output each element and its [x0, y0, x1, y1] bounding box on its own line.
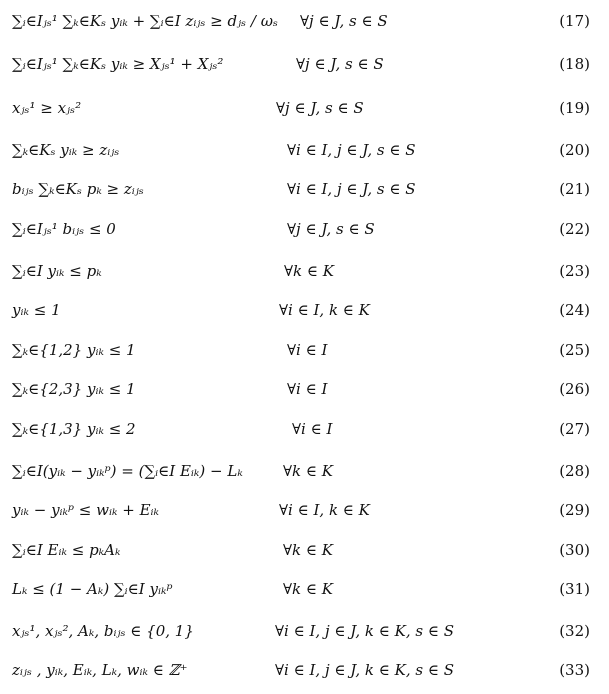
equation-expression: ∑ᵢ∈Iⱼₛ¹ ∑ₖ∈Kₛ yᵢₖ ≥ Xⱼₛ¹ + Xⱼₛ² — [12, 55, 224, 73]
equation-row — [0, 337, 609, 363]
equation-condition: ∀i ∈ I, j ∈ J, s ∈ S — [287, 180, 416, 198]
equation-row — [0, 458, 609, 484]
equation-number: (28) — [559, 462, 590, 480]
equation-number: (22) — [559, 220, 590, 238]
equation-expression: ∑ₖ∈{1,2} yᵢₖ ≤ 1 — [12, 341, 136, 359]
equation-expression: Lₖ ≤ (1 − Aₖ) ∑ᵢ∈I yᵢₖᵖ — [12, 580, 173, 598]
equation-condition: ∀j ∈ J, s ∈ S — [296, 55, 384, 73]
equation-expression: ∑ᵢ∈Iⱼₛ¹ ∑ₖ∈Kₛ yᵢₖ + ∑ᵢ∈I zᵢⱼₛ ≥ dⱼₛ / ωₛ — [12, 12, 278, 30]
equation-number: (23) — [559, 262, 590, 280]
equation-expression: xⱼₛ¹, xⱼₛ², Aₖ, bᵢⱼₛ ∈ {0, 1} — [12, 622, 194, 640]
equation-number: (26) — [559, 380, 590, 398]
equation-row — [0, 95, 609, 121]
equation-row — [0, 8, 609, 34]
equation-number: (33) — [559, 661, 590, 679]
equation-condition: ∀j ∈ J, s ∈ S — [276, 99, 364, 117]
equation-expression: ∑ᵢ∈I Eᵢₖ ≤ pₖAₖ — [12, 541, 121, 559]
equation-expression: zᵢⱼₛ , yᵢₖ, Eᵢₖ, Lₖ, wᵢₖ ∈ ℤ⁺ — [12, 661, 188, 679]
equation-expression: ∑ᵢ∈I yᵢₖ ≤ pₖ — [12, 262, 102, 280]
equation-expression: ∑ₖ∈{1,3} yᵢₖ ≤ 2 — [12, 420, 136, 438]
equation-condition: ∀k ∈ K — [283, 462, 333, 480]
equation-condition: ∀i ∈ I — [287, 341, 328, 359]
equation-condition: ∀i ∈ I, k ∈ K — [279, 501, 370, 519]
equation-row — [0, 537, 609, 563]
equation-condition: ∀k ∈ K — [283, 541, 333, 559]
equation-row — [0, 376, 609, 402]
equation-row — [0, 618, 609, 644]
equation-row — [0, 176, 609, 202]
equation-condition: ∀j ∈ J, s ∈ S — [300, 12, 388, 30]
equation-number: (32) — [559, 622, 590, 640]
equation-expression: ∑ᵢ∈I(yᵢₖ − yᵢₖᵖ) = (∑ᵢ∈I Eᵢₖ) − Lₖ — [12, 462, 243, 480]
equation-row — [0, 416, 609, 442]
equation-number: (24) — [559, 301, 590, 319]
equation-expression: yᵢₖ ≤ 1 — [12, 301, 61, 319]
equation-number: (30) — [559, 541, 590, 559]
equation-row — [0, 216, 609, 242]
equation-row — [0, 137, 609, 163]
equation-number: (27) — [559, 420, 590, 438]
equation-expression: xⱼₛ¹ ≥ xⱼₛ² — [12, 99, 82, 117]
equation-number: (25) — [559, 341, 590, 359]
equation-number: (21) — [559, 180, 590, 198]
equation-number: (18) — [559, 55, 590, 73]
equation-condition: ∀k ∈ K — [283, 580, 333, 598]
equation-expression: bᵢⱼₛ ∑ₖ∈Kₛ pₖ ≥ zᵢⱼₛ — [12, 180, 144, 198]
equation-row — [0, 497, 609, 523]
equation-condition: ∀i ∈ I — [287, 380, 328, 398]
equation-condition: ∀i ∈ I, k ∈ K — [279, 301, 370, 319]
equation-number: (29) — [559, 501, 590, 519]
equation-condition: ∀i ∈ I, j ∈ J, s ∈ S — [287, 141, 416, 159]
equation-condition: ∀i ∈ I, j ∈ J, k ∈ K, s ∈ S — [275, 622, 454, 640]
equation-number: (19) — [559, 99, 590, 117]
equation-row — [0, 51, 609, 77]
equation-number: (17) — [559, 12, 590, 30]
equation-condition: ∀i ∈ I, j ∈ J, k ∈ K, s ∈ S — [275, 661, 454, 679]
equation-row — [0, 576, 609, 602]
equation-number: (20) — [559, 141, 590, 159]
equation-condition: ∀i ∈ I — [292, 420, 333, 438]
equation-condition: ∀j ∈ J, s ∈ S — [287, 220, 375, 238]
equation-condition: ∀k ∈ K — [284, 262, 334, 280]
equation-number: (31) — [559, 580, 590, 598]
equation-expression: yᵢₖ − yᵢₖᵖ ≤ wᵢₖ + Eᵢₖ — [12, 501, 160, 519]
equation-row — [0, 657, 609, 683]
equation-row — [0, 297, 609, 323]
equation-expression: ∑ₖ∈Kₛ yᵢₖ ≥ zᵢⱼₛ — [12, 141, 120, 159]
equation-row — [0, 258, 609, 284]
equation-expression: ∑ᵢ∈Iⱼₛ¹ bᵢⱼₛ ≤ 0 — [12, 220, 116, 238]
equation-expression: ∑ₖ∈{2,3} yᵢₖ ≤ 1 — [12, 380, 136, 398]
